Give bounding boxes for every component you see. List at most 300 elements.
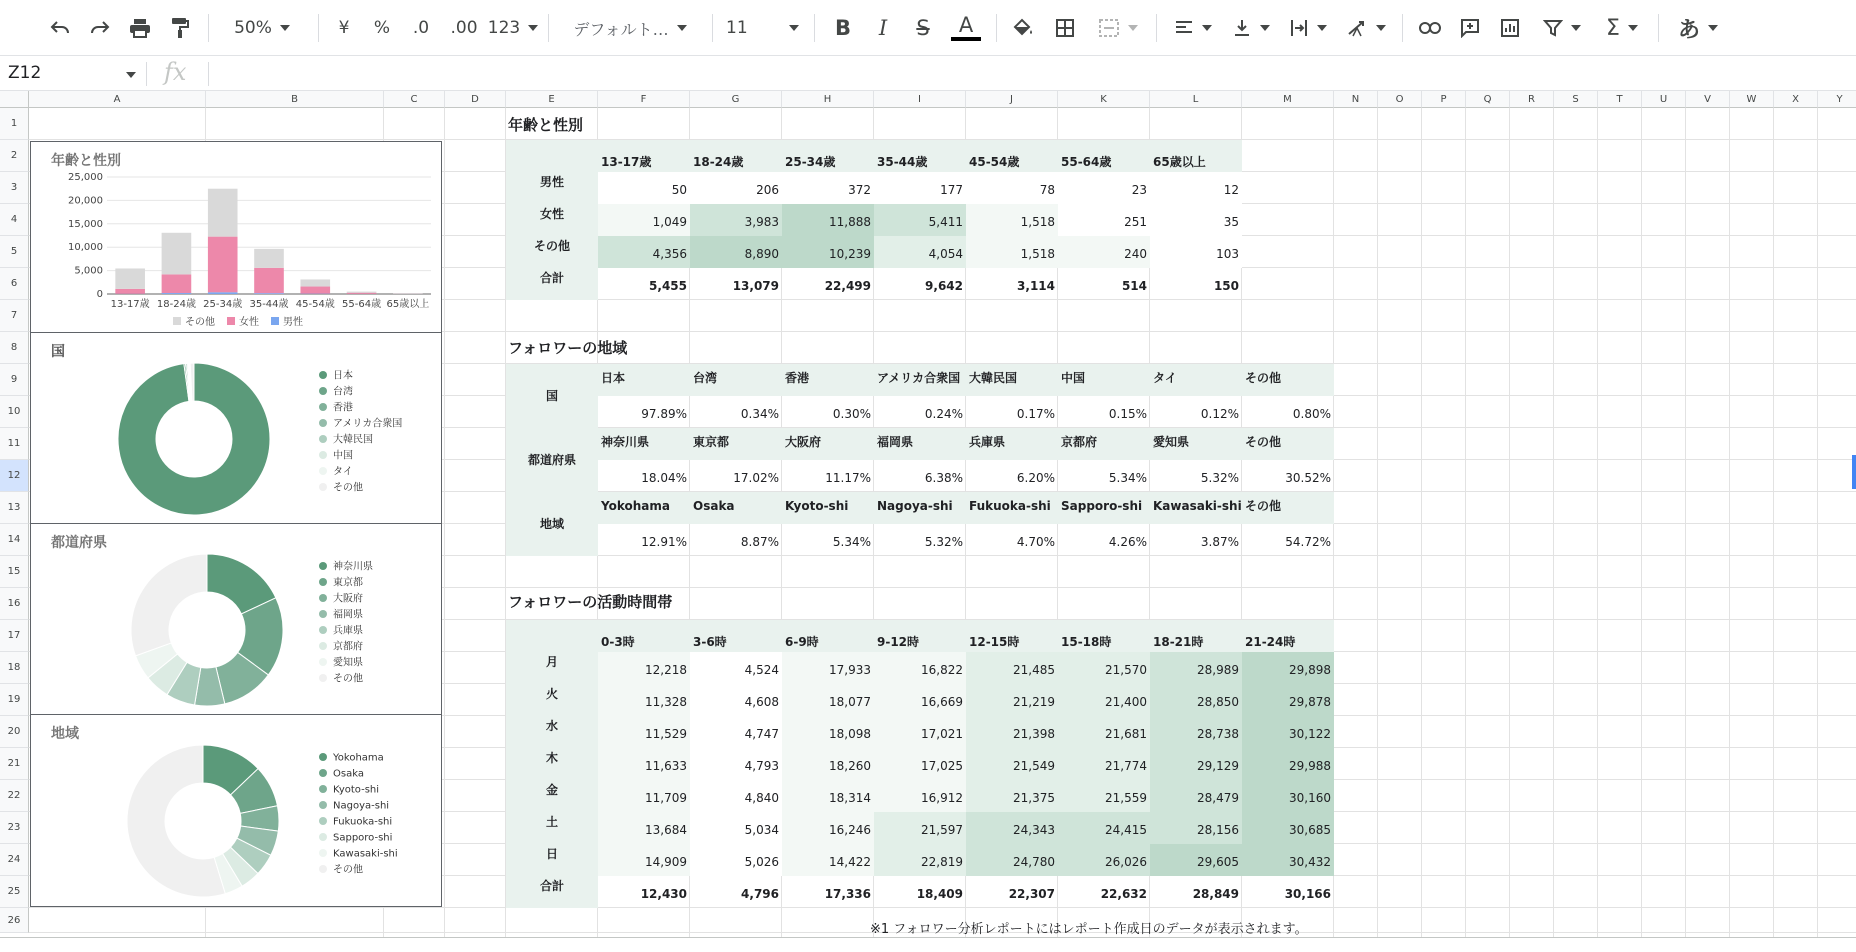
activity-header-cell: 15-18時 [1061, 635, 1112, 649]
legend-swatch [319, 785, 327, 793]
region-name-cell: 大阪府 [785, 435, 822, 449]
column-header-U[interactable]: U [1642, 91, 1686, 108]
activity-value-cell: 28,989 [1197, 663, 1239, 677]
region-name-cell: Nagoya-shi [877, 499, 953, 513]
age-gender-chart[interactable] [30, 141, 442, 333]
region-name-cell: Sapporo-shi [1061, 499, 1143, 513]
x-tick-label: 65歳以上 [386, 299, 430, 310]
activity-value-cell: 17,336 [824, 887, 871, 901]
legend-swatch [319, 658, 327, 666]
row-header-1[interactable]: 1 [0, 108, 29, 140]
merge-cells-icon[interactable] [1092, 14, 1144, 42]
bar-男性 [254, 293, 284, 294]
column-header-J[interactable]: J [966, 91, 1058, 108]
region-value-cell: 6.20% [1016, 471, 1055, 485]
row-header-5[interactable]: 5 [0, 236, 29, 268]
activity-value-cell: 17,025 [921, 759, 963, 773]
percent-format-button[interactable]: % [373, 18, 391, 38]
legend-swatch [319, 419, 327, 427]
column-header-S[interactable]: S [1554, 91, 1598, 108]
column-header-I[interactable]: I [874, 91, 966, 108]
activity-row-label: 金 [545, 783, 558, 797]
activity-value-cell: 29,878 [1289, 695, 1331, 709]
paint-format-icon[interactable] [164, 14, 196, 42]
row-header-24[interactable]: 24 [0, 844, 29, 876]
y-tick-label: 0 [96, 289, 103, 300]
column-header-X[interactable]: X [1774, 91, 1818, 108]
activity-value-cell: 28,850 [1197, 695, 1239, 709]
font-family-select[interactable]: デフォルト… [560, 14, 700, 42]
age-header-cell: 13-17歳 [601, 155, 652, 169]
legend-label: その他 [333, 673, 363, 685]
row-header-13[interactable]: 13 [0, 492, 29, 524]
input-tools-button[interactable]: あ [1670, 14, 1726, 42]
activity-value-cell: 14,422 [829, 855, 871, 869]
insert-comment-icon[interactable] [1454, 14, 1486, 42]
region-name-cell: Kyoto-shi [785, 499, 849, 513]
activity-value-cell: 18,409 [916, 887, 963, 901]
formula-input[interactable] [220, 64, 1820, 84]
activity-row-label: 月 [545, 655, 558, 669]
prefecture-donut-chart[interactable] [30, 523, 442, 715]
region-block-label: 都道府県 [527, 453, 576, 467]
select-all-corner[interactable] [0, 91, 29, 108]
legend-swatch [319, 387, 327, 395]
region-name-cell: Fukuoka-shi [969, 499, 1051, 513]
activity-value-cell: 26,026 [1105, 855, 1147, 869]
area-donut-svg [31, 715, 443, 908]
age-gender-bar-svg [31, 142, 443, 334]
column-header-G[interactable]: G [690, 91, 782, 108]
borders-icon[interactable] [1050, 14, 1080, 42]
age-value-cell: 13,079 [732, 279, 779, 293]
column-header-P[interactable]: P [1422, 91, 1466, 108]
text-color-icon[interactable]: A [948, 14, 984, 42]
activity-value-cell: 4,608 [744, 695, 779, 709]
row-header-26[interactable]: 26 [0, 908, 29, 933]
legend-swatch [319, 833, 327, 841]
region-name-cell: 東京都 [693, 435, 730, 449]
row-header-9[interactable]: 9 [0, 364, 29, 396]
age-value-cell: 103 [1216, 247, 1239, 261]
activity-value-cell: 12,218 [645, 663, 687, 677]
legend-label: 中国 [333, 450, 353, 462]
activity-value-cell: 17,933 [829, 663, 871, 677]
y-tick-label: 10,000 [68, 242, 103, 254]
region-value-cell: 5.32% [1200, 471, 1239, 485]
legend-label: Kawasaki-shi [333, 848, 398, 860]
region-name-cell: 愛知県 [1153, 435, 1190, 449]
row-header-7[interactable]: 7 [0, 300, 29, 332]
activity-value-cell: 4,747 [744, 727, 779, 741]
prefecture-donut-svg [31, 524, 443, 716]
insert-chart-icon[interactable] [1494, 14, 1526, 42]
age-value-cell: 11,888 [829, 215, 871, 229]
column-header-O[interactable]: O [1378, 91, 1422, 108]
legend-swatch [319, 467, 327, 475]
bar-女性 [208, 237, 238, 293]
area-donut-chart[interactable] [30, 714, 442, 907]
activity-title: フォロワーの活動時間帯 [508, 593, 673, 611]
legend-swatch [319, 578, 327, 586]
age-row-label: その他 [533, 239, 570, 253]
bar-その他 [347, 292, 377, 293]
activity-value-cell: 4,793 [744, 759, 779, 773]
italic-icon[interactable]: I [878, 16, 888, 40]
activity-value-cell: 11,529 [645, 727, 687, 741]
column-header-Y[interactable]: Y [1818, 91, 1856, 108]
bar-男性 [208, 292, 238, 294]
country-donut-chart[interactable] [30, 332, 442, 524]
legend-label: 日本 [333, 370, 353, 382]
legend-swatch [319, 849, 327, 857]
text-wrapping-icon[interactable] [1284, 14, 1332, 42]
region-value-cell: 6.38% [924, 471, 963, 485]
legend-label: その他 [333, 482, 363, 494]
legend-swatch [319, 753, 327, 761]
fill-color-icon[interactable] [1008, 14, 1038, 42]
activity-value-cell: 21,559 [1105, 791, 1147, 805]
legend-label: 大韓民国 [333, 434, 373, 446]
activity-value-cell: 28,849 [1192, 887, 1239, 901]
age-value-cell: 78 [1039, 183, 1055, 197]
activity-row-label: 木 [545, 751, 558, 765]
text-rotation-icon[interactable] [1340, 14, 1392, 42]
row-header-25[interactable]: 25 [0, 876, 29, 908]
activity-value-cell: 18,260 [829, 759, 871, 773]
age-gender-title: 年齢と性別 [508, 116, 584, 134]
age-value-cell: 50 [671, 183, 687, 197]
region-name-cell: 台湾 [693, 371, 718, 385]
zoom-select[interactable]: 50% [220, 14, 304, 42]
region-value-cell: 54.72% [1285, 535, 1331, 549]
activity-value-cell: 30,432 [1289, 855, 1331, 869]
activity-value-cell: 30,166 [1284, 887, 1331, 901]
currency-format-button[interactable]: ¥ [338, 18, 350, 38]
legend-label: 香港 [333, 402, 353, 414]
y-tick-label: 25,000 [68, 172, 103, 183]
regions-title: フォロワーの地域 [508, 339, 628, 357]
legend-swatch [319, 626, 327, 634]
age-value-cell: 5,455 [649, 279, 687, 293]
age-value-cell: 150 [1213, 279, 1239, 293]
font-size-input[interactable]: 11 [726, 18, 748, 38]
legend-label: 神奈川県 [333, 561, 373, 573]
x-tick-label: 45-54歳 [295, 299, 335, 310]
region-name-cell: アメリカ合衆国 [877, 371, 961, 385]
horizontal-align-icon[interactable] [1168, 14, 1218, 42]
age-header-cell: 65歳以上 [1153, 155, 1206, 169]
region-value-cell: 3.87% [1200, 535, 1239, 549]
legend-label: その他 [333, 864, 363, 876]
x-tick-label: 25-34歳 [203, 299, 243, 310]
activity-value-cell: 30,685 [1289, 823, 1331, 837]
activity-value-cell: 21,219 [1013, 695, 1055, 709]
region-value-cell: 8.87% [740, 535, 779, 549]
age-value-cell: 240 [1124, 247, 1147, 261]
age-value-cell: 22,499 [824, 279, 871, 293]
region-value-cell: 0.34% [740, 407, 779, 421]
region-block-label: 地域 [539, 517, 564, 531]
column-header-A[interactable]: A [29, 91, 206, 108]
activity-value-cell: 24,415 [1105, 823, 1147, 837]
activity-value-cell: 11,328 [645, 695, 687, 709]
region-value-cell: 0.17% [1016, 407, 1055, 421]
name-box-dropdown-icon[interactable] [126, 72, 136, 78]
legend-label: Yokohama [333, 752, 384, 764]
column-header-M[interactable]: M [1242, 91, 1334, 108]
chart-title: 都道府県 [51, 535, 107, 551]
activity-value-cell: 21,400 [1105, 695, 1147, 709]
column-header-W[interactable]: W [1730, 91, 1774, 108]
region-value-cell: 4.70% [1016, 535, 1055, 549]
activity-row-label: 合計 [539, 879, 564, 893]
region-value-cell: 12.91% [641, 535, 687, 549]
font-size-dropdown[interactable] [780, 14, 800, 42]
name-box[interactable]: Z12 [8, 63, 42, 83]
row-header-11[interactable]: 11 [0, 428, 29, 460]
age-value-cell: 206 [756, 183, 779, 197]
activity-value-cell: 22,632 [1100, 887, 1147, 901]
column-header-L[interactable]: L [1150, 91, 1242, 108]
bar-その他 [254, 249, 284, 268]
activity-value-cell: 11,709 [645, 791, 687, 805]
activity-value-cell: 21,597 [921, 823, 963, 837]
scroll-indicator[interactable] [1852, 455, 1856, 489]
row-header-3[interactable]: 3 [0, 172, 29, 204]
row-header-17[interactable]: 17 [0, 620, 29, 652]
x-tick-label: 18-24歳 [156, 299, 196, 310]
activity-value-cell: 28,156 [1197, 823, 1239, 837]
activity-value-cell: 13,684 [645, 823, 687, 837]
legend-label: 大阪府 [333, 593, 363, 605]
bold-icon[interactable]: B [834, 16, 851, 40]
column-header-H[interactable]: H [782, 91, 874, 108]
column-header-V[interactable]: V [1686, 91, 1730, 108]
column-header-C[interactable]: C [384, 91, 445, 108]
age-value-cell: 4,054 [928, 247, 963, 261]
bar-男性 [162, 293, 192, 294]
activity-value-cell: 18,098 [829, 727, 871, 741]
row-header-14[interactable]: 14 [0, 524, 29, 556]
row-header-23[interactable]: 23 [0, 812, 29, 844]
strikethrough-icon[interactable]: S [916, 16, 930, 40]
print-icon[interactable] [124, 14, 156, 42]
footnote: ※1 フォロワー分析レポートにはレポート作成日のデータが表示されます。 [870, 922, 1308, 937]
legend-swatch [271, 317, 279, 325]
region-name-cell: その他 [1245, 435, 1282, 449]
region-name-cell: 大韓民国 [969, 371, 1018, 385]
x-tick-label: 13-17歳 [110, 299, 150, 310]
legend-swatch [319, 451, 327, 459]
age-value-cell: 10,239 [829, 247, 871, 261]
age-value-cell: 9,642 [925, 279, 963, 293]
activity-header-cell: 6-9時 [785, 635, 819, 649]
y-tick-label: 20,000 [68, 195, 103, 207]
y-tick-label: 15,000 [68, 218, 103, 230]
column-header-R[interactable]: R [1510, 91, 1554, 108]
age-header-cell: 25-34歳 [785, 155, 836, 169]
row-header-16[interactable]: 16 [0, 588, 29, 620]
bar-その他 [115, 268, 145, 288]
legend-swatch [319, 769, 327, 777]
activity-value-cell: 16,912 [921, 791, 963, 805]
activity-value-cell: 30,122 [1289, 727, 1331, 741]
activity-value-cell: 5,026 [744, 855, 779, 869]
bar-その他 [208, 189, 238, 237]
row-header-2[interactable]: 2 [0, 140, 29, 172]
redo-icon[interactable] [84, 14, 116, 42]
activity-header-cell: 0-3時 [601, 635, 635, 649]
age-header-cell: 55-64歳 [1061, 155, 1112, 169]
age-value-cell: 8,890 [744, 247, 779, 261]
legend-label: 台湾 [333, 386, 353, 398]
region-name-cell: 香港 [785, 371, 810, 385]
region-name-cell: Osaka [693, 499, 735, 513]
age-value-cell: 4,356 [652, 247, 687, 261]
region-value-cell: 0.30% [832, 407, 871, 421]
bar-その他 [300, 279, 330, 286]
age-value-cell: 35 [1223, 215, 1239, 229]
age-value-cell: 5,411 [928, 215, 963, 229]
region-value-cell: 11.17% [825, 471, 871, 485]
region-value-cell: 4.26% [1108, 535, 1147, 549]
activity-value-cell: 29,988 [1289, 759, 1331, 773]
slice-その他 [131, 554, 207, 656]
row-header-18[interactable]: 18 [0, 652, 29, 684]
age-header-cell: 18-24歳 [693, 155, 744, 169]
decrease-decimal-button[interactable]: .0 [412, 18, 430, 38]
region-value-cell: 0.15% [1108, 407, 1147, 421]
y-tick-label: 5,000 [74, 265, 103, 277]
activity-value-cell: 28,738 [1197, 727, 1239, 741]
row-header-21[interactable]: 21 [0, 748, 29, 780]
legend-swatch [319, 674, 327, 682]
increase-decimal-button[interactable]: .00 [450, 18, 478, 38]
number-format-select[interactable]: 123 [488, 14, 538, 42]
age-row-label: 男性 [539, 175, 564, 189]
legend-label: 女性 [239, 317, 259, 328]
region-name-cell: 京都府 [1061, 435, 1098, 449]
activity-value-cell: 4,524 [744, 663, 779, 677]
row-header-20[interactable]: 20 [0, 716, 29, 748]
activity-value-cell: 11,633 [645, 759, 687, 773]
column-header-N[interactable]: N [1334, 91, 1378, 108]
legend-swatch [319, 403, 327, 411]
region-value-cell: 0.12% [1200, 407, 1239, 421]
region-name-cell: 日本 [601, 371, 626, 385]
activity-header-cell: 3-6時 [693, 635, 727, 649]
age-value-cell: 372 [848, 183, 871, 197]
country-donut-svg [31, 333, 443, 525]
undo-icon[interactable] [44, 14, 76, 42]
age-value-cell: 514 [1121, 279, 1147, 293]
activity-header-cell: 9-12時 [877, 635, 920, 649]
activity-value-cell: 21,398 [1013, 727, 1055, 741]
column-header-B[interactable]: B [206, 91, 384, 108]
age-value-cell: 12 [1223, 183, 1239, 197]
legend-swatch [319, 642, 327, 650]
region-value-cell: 18.04% [641, 471, 687, 485]
age-value-cell: 23 [1131, 183, 1147, 197]
age-header-cell: 35-44歳 [877, 155, 928, 169]
insert-link-icon[interactable] [1414, 14, 1446, 42]
row-header-4[interactable]: 4 [0, 204, 29, 236]
legend-label: Osaka [333, 768, 364, 780]
activity-value-cell: 29,605 [1197, 855, 1239, 869]
column-header-Q[interactable]: Q [1466, 91, 1510, 108]
legend-swatch [319, 562, 327, 570]
column-header-E[interactable]: E [506, 91, 598, 108]
row-header-19[interactable]: 19 [0, 684, 29, 716]
region-value-cell: 0.24% [924, 407, 963, 421]
region-value-cell: 5.34% [1108, 471, 1147, 485]
age-value-cell: 177 [940, 183, 963, 197]
row-header-6[interactable]: 6 [0, 268, 29, 300]
age-value-cell: 251 [1124, 215, 1147, 229]
legend-label: タイ [333, 466, 353, 478]
column-header-T[interactable]: T [1598, 91, 1642, 108]
bar-女性 [254, 268, 284, 293]
activity-value-cell: 30,160 [1289, 791, 1331, 805]
activity-value-cell: 21,485 [1013, 663, 1055, 677]
bar-女性 [162, 274, 192, 293]
legend-label: Fukuoka-shi [333, 816, 393, 828]
region-value-cell: 5.32% [924, 535, 963, 549]
activity-value-cell: 17,021 [921, 727, 963, 741]
vertical-align-icon[interactable] [1228, 14, 1274, 42]
activity-header-cell: 18-21時 [1153, 635, 1204, 649]
column-header-F[interactable]: F [598, 91, 690, 108]
functions-icon[interactable]: Σ [1596, 14, 1648, 42]
activity-value-cell: 18,077 [829, 695, 871, 709]
legend-swatch [319, 594, 327, 602]
region-value-cell: 0.80% [1292, 407, 1331, 421]
column-header-K[interactable]: K [1058, 91, 1150, 108]
activity-value-cell: 21,375 [1013, 791, 1055, 805]
region-value-cell: 97.89% [641, 407, 687, 421]
legend-swatch [319, 801, 327, 809]
activity-value-cell: 21,774 [1105, 759, 1147, 773]
legend-swatch [319, 610, 327, 618]
row-header-12[interactable]: 12 [0, 460, 29, 492]
activity-value-cell: 29,129 [1197, 759, 1239, 773]
legend-swatch [319, 817, 327, 825]
row-header-22[interactable]: 22 [0, 780, 29, 812]
row-header-15[interactable]: 15 [0, 556, 29, 588]
activity-row-label: 火 [545, 687, 558, 701]
formula-bar [0, 56, 1856, 91]
activity-row-label: 水 [545, 719, 558, 733]
activity-value-cell: 24,780 [1013, 855, 1055, 869]
column-header-D[interactable]: D [445, 91, 506, 108]
row-header-8[interactable]: 8 [0, 332, 29, 364]
row-header-10[interactable]: 10 [0, 396, 29, 428]
activity-value-cell: 22,307 [1008, 887, 1055, 901]
x-tick-label: 35-44歳 [249, 299, 289, 310]
legend-swatch [319, 435, 327, 443]
activity-value-cell: 12,430 [640, 887, 687, 901]
activity-value-cell: 4,840 [744, 791, 779, 805]
filter-icon[interactable] [1534, 14, 1590, 42]
region-value-cell: 30.52% [1285, 471, 1331, 485]
legend-swatch [227, 317, 235, 325]
region-name-cell: 中国 [1061, 371, 1086, 385]
region-name-cell: 兵庫県 [969, 435, 1006, 449]
age-row-label: 合計 [539, 271, 564, 285]
activity-row-label: 日 [545, 847, 558, 861]
chart-title: 年齢と性別 [51, 153, 121, 169]
